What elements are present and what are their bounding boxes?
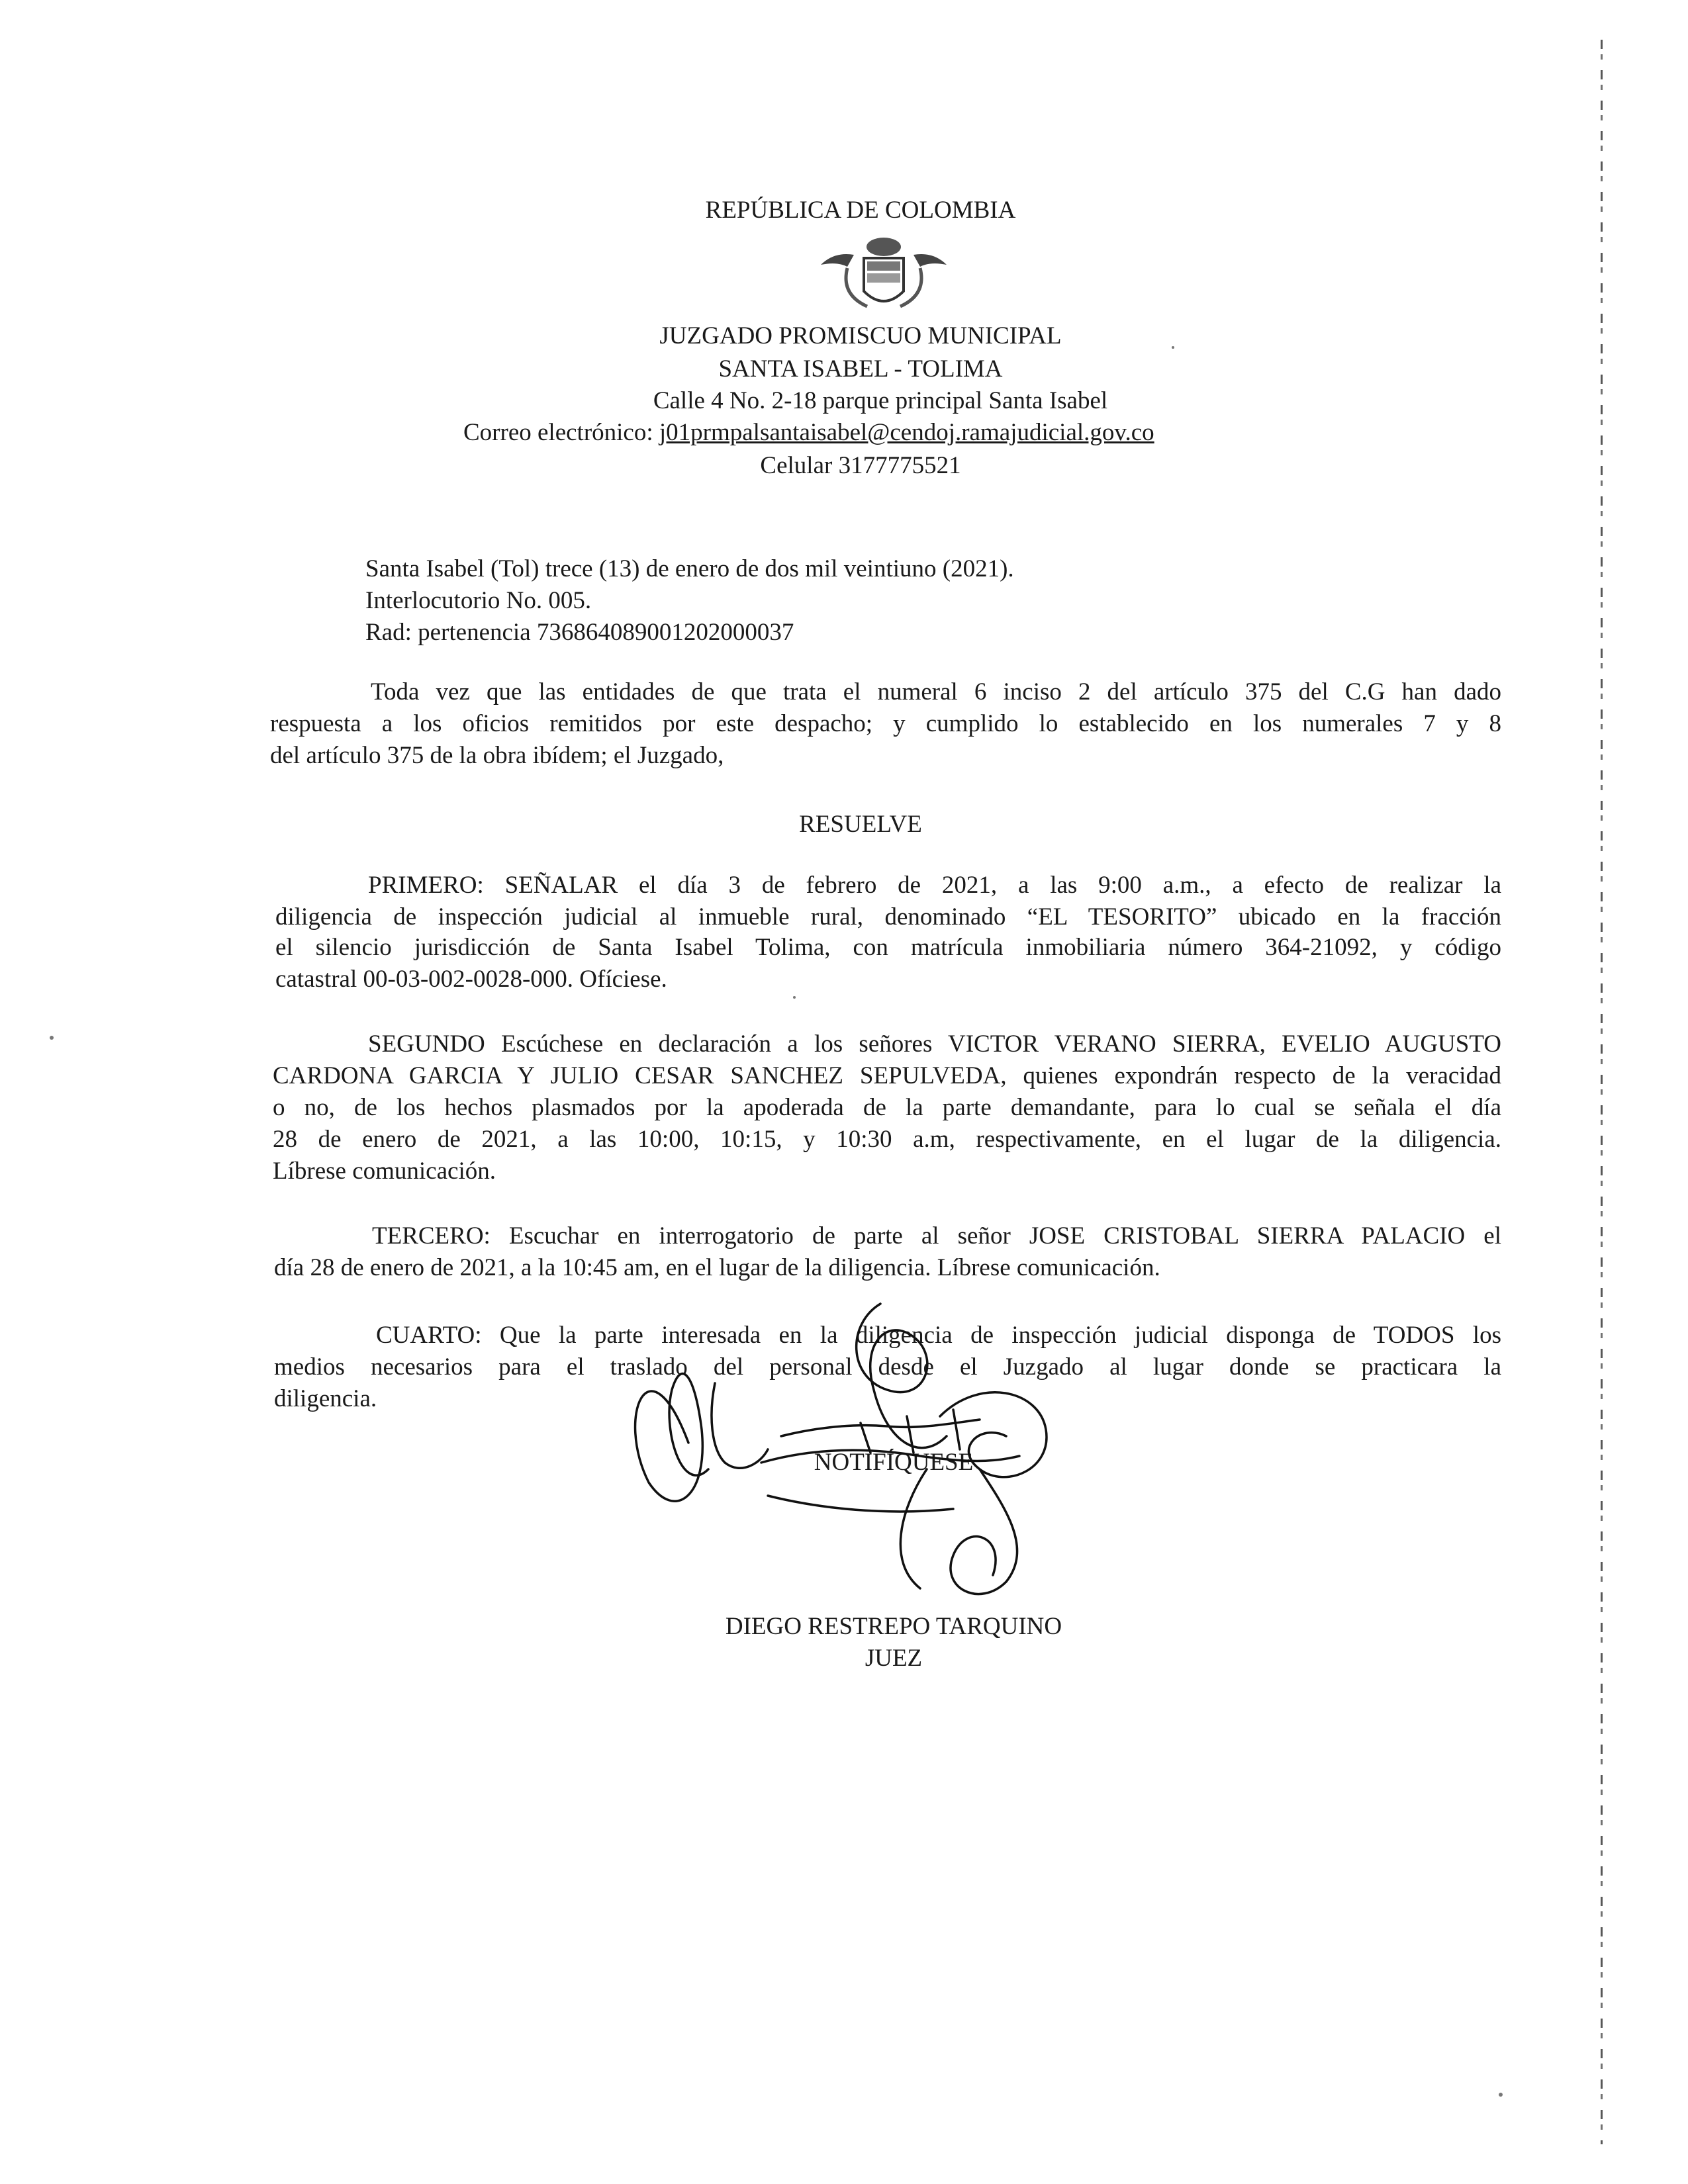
date-line: Santa Isabel (Tol) trece (13) de enero de dos mil veintiuno (2021). <box>365 555 1014 582</box>
country-title: REPÚBLICA DE COLOMBIA <box>705 197 1016 224</box>
cuarto-line: medios necesarios para el traslado del personal desde el Juzgado al lugar donde se practicara la <box>274 1353 1501 1381</box>
tercero-line: TERCERO: Escuchar en interrogatorio de parte al señor JOSE CRISTOBAL SIERRA PALACIO el <box>372 1222 1501 1250</box>
email-label: Correo electrónico: <box>463 419 659 446</box>
intro-line: Toda vez que las entidades de que trata el numeral 6 inciso 2 del artículo 375 del C.G han dado <box>371 678 1501 705</box>
cuarto-line: diligencia. <box>274 1385 377 1412</box>
court-email-line <box>463 418 1154 447</box>
scan-speck <box>1172 346 1174 349</box>
court-email-link[interactable]: j01prmpalsantaisabel@cendoj.ramajudicial.gov.co <box>659 419 1154 446</box>
scan-speck <box>50 1036 54 1040</box>
court-phone: Celular 3177775521 <box>760 452 961 479</box>
resuelve-heading: RESUELVE <box>799 811 922 838</box>
notifiquese-text: NOTIFÍQUESE <box>814 1449 974 1476</box>
intro-line: del artículo 375 de la obra ibídem; el Juzgado, <box>270 742 724 769</box>
scan-speck <box>1499 2093 1503 2097</box>
radicado-number: Rad: pertenencia 73686408900120200003​7 <box>365 619 794 646</box>
judge-title: JUEZ <box>865 1645 923 1672</box>
scan-speck <box>793 996 796 999</box>
primero-line: el silencio jurisdicción de Santa Isabel Tolima, con matrícula inmobiliaria número 364-21092, y código <box>275 934 1501 961</box>
cuarto-line: CUARTO: Que la parte interesada en la diligencia de inspección judicial disponga de TODOS los <box>376 1322 1501 1349</box>
segundo-line: CARDONA GARCIA Y JULIO CESAR SANCHEZ SEPULVEDA, quienes expondrán respecto de la veracidad <box>273 1062 1501 1089</box>
primero-line: catastral 00-03-002-0028-000. Ofíciese. <box>275 966 667 993</box>
segundo-line: Líbrese comunicación. <box>273 1158 496 1185</box>
interlocutorio-number: Interlocutorio No. 005. <box>365 587 592 614</box>
primero-line: diligencia de inspección judicial al inmueble rural, denominado “EL TESORITO” ubicado en la fracción <box>275 903 1501 931</box>
court-address: Calle 4 No. 2-18 parque principal Santa Isabel <box>653 387 1108 414</box>
segundo-line: SEGUNDO Escúchese en declaración a los señores VICTOR VERANO SIERRA, EVELIO AUGUSTO <box>368 1030 1501 1058</box>
judge-name: DIEGO RESTREPO TARQUINO <box>725 1613 1062 1640</box>
court-name: JUZGADO PROMISCUO MUNICIPAL <box>659 322 1062 349</box>
intro-line: respuesta a los oficios remitidos por este despacho; y cumplido lo establecido en los numerales 7 y 8 <box>270 710 1501 737</box>
scan-edge-line <box>1601 40 1603 2144</box>
tercero-line: día 28 de enero de 2021, a la 10:45 am, en el lugar de la diligencia. Líbrese comunicación. <box>274 1254 1160 1281</box>
segundo-line: o no, de los hechos plasmados por la apoderada de la parte demandante, para lo cual se señala el día <box>273 1094 1501 1121</box>
segundo-line: 28 de enero de 2021, a las 10:00, 10:15, y 10:30 a.m, respectivamente, en el lugar de la diligencia. <box>273 1126 1501 1153</box>
court-city: SANTA ISABEL - TOLIMA <box>718 355 1003 383</box>
colombia-coat-of-arms-icon <box>808 228 960 314</box>
primero-line: PRIMERO: SEÑALAR el día 3 de febrero de 2021, a las 9:00 a.m., a efecto de realizar la <box>368 872 1501 899</box>
